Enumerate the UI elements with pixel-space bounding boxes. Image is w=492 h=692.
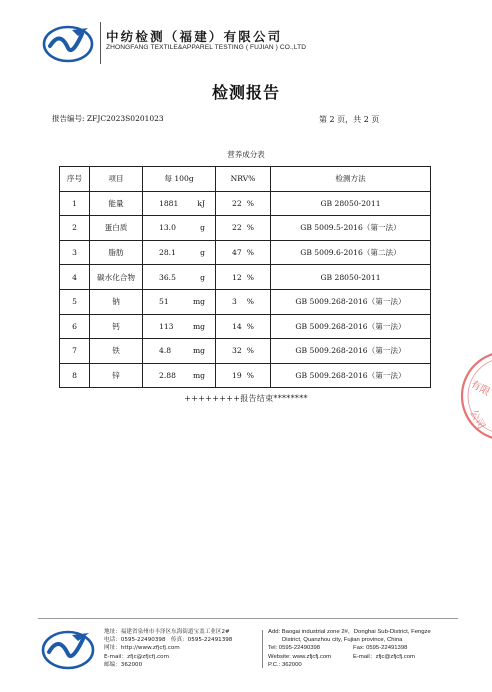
footer-website-cn[interactable]: 网址：http://www.zfjcfj.com bbox=[104, 645, 180, 652]
amount-value: 28.1 bbox=[159, 248, 176, 258]
footer-tel-fax-en bbox=[268, 644, 431, 652]
row-amount bbox=[143, 216, 216, 241]
document-title: 检测报告 bbox=[211, 83, 280, 102]
nutrition-table bbox=[59, 166, 431, 388]
row-amount bbox=[143, 191, 216, 216]
nrv-value: 3 bbox=[232, 297, 237, 307]
amount-value: 4.8 bbox=[159, 346, 172, 356]
svg-text:公司: 公司 bbox=[467, 408, 487, 432]
row-amount bbox=[143, 265, 216, 290]
amount-value: 51 bbox=[159, 297, 169, 307]
nrv-value: 32 bbox=[232, 346, 242, 356]
nrv-value: 47 bbox=[232, 248, 242, 258]
amount-unit: mg bbox=[192, 346, 205, 356]
amount-unit: kJ bbox=[197, 198, 205, 208]
nrv-value: 22 bbox=[232, 223, 242, 233]
row-item: 钙 bbox=[90, 314, 143, 339]
row-index: 3 bbox=[60, 240, 90, 265]
footer-tel-en: Tel: 0595-22490398 bbox=[268, 645, 321, 652]
row-nrv bbox=[216, 314, 271, 339]
row-item: 蛋白质 bbox=[90, 216, 143, 241]
nrv-unit: % bbox=[246, 272, 254, 282]
footer-email-cn[interactable]: E-mail：zfjc@zfjcfj.com bbox=[104, 653, 170, 660]
row-nrv bbox=[216, 240, 271, 265]
nrv-unit: % bbox=[246, 321, 254, 331]
header-nrv: NRV% bbox=[216, 167, 271, 192]
row-method: GB 5009.268-2016（第一法） bbox=[271, 363, 431, 388]
row-item: 铁 bbox=[90, 339, 143, 364]
footer-fax-en: Fax: 0595-22491398 bbox=[353, 645, 408, 652]
nrv-unit: % bbox=[246, 248, 254, 258]
header-method: 检测方法 bbox=[271, 167, 431, 192]
row-item: 碳水化合物 bbox=[90, 265, 143, 290]
footer-phone-cn: 电话：0595-22490398 bbox=[104, 637, 166, 644]
amount-value: 13.0 bbox=[159, 223, 176, 233]
table-row bbox=[60, 314, 431, 339]
row-nrv bbox=[216, 363, 271, 388]
amount-unit: mg bbox=[192, 371, 205, 381]
nrv-value: 12 bbox=[232, 272, 242, 282]
footer-postcode-cn: 邮编：362000 bbox=[104, 661, 143, 668]
row-nrv bbox=[216, 191, 271, 216]
header-item: 项目 bbox=[90, 167, 143, 192]
row-item: 脂肪 bbox=[90, 240, 143, 265]
row-index: 7 bbox=[60, 339, 90, 364]
footer-contact-cn bbox=[104, 628, 232, 669]
row-nrv bbox=[216, 289, 271, 314]
row-index: 2 bbox=[60, 216, 90, 241]
row-index: 6 bbox=[60, 314, 90, 339]
report-number: 报告编号: ZFJC2023S0201023 bbox=[52, 114, 164, 123]
table-row bbox=[60, 240, 431, 265]
nrv-value: 14 bbox=[232, 321, 242, 331]
row-method: GB 5009.5-2016（第一法） bbox=[271, 216, 431, 241]
amount-unit: g bbox=[200, 272, 205, 282]
nrv-value: 22 bbox=[232, 198, 242, 208]
row-index: 1 bbox=[60, 191, 90, 216]
footer-address-cn: 地址：福建省泉州市丰泽区东海街道宝盖工业区2# bbox=[104, 629, 230, 635]
table-row bbox=[60, 339, 431, 364]
table-header-row bbox=[60, 167, 431, 192]
header-per-100g: 每 100g bbox=[143, 167, 216, 192]
row-item: 能量 bbox=[90, 191, 143, 216]
row-nrv bbox=[216, 339, 271, 364]
nrv-unit: % bbox=[246, 346, 254, 356]
table-row bbox=[60, 265, 431, 290]
row-method: GB 5009.268-2016（第一法） bbox=[271, 314, 431, 339]
footer-divider-line bbox=[38, 618, 458, 619]
footer-phone-fax-cn bbox=[104, 636, 232, 644]
row-nrv bbox=[216, 216, 271, 241]
nrv-value: 19 bbox=[232, 371, 242, 381]
row-amount bbox=[143, 339, 216, 364]
company-name-en: ZHONGFANG TEXTILE&APPAREL TESTING ( FUJIAN ) CO.,LTD bbox=[106, 44, 307, 51]
svg-text:有限: 有限 bbox=[468, 378, 492, 399]
company-name-cn: 中纺检测（福建）有限公司 bbox=[106, 29, 283, 44]
amount-value: 2.88 bbox=[159, 371, 176, 381]
footer-email-en[interactable]: E-mail：zfjc@zfjcfj.com bbox=[353, 653, 415, 660]
row-amount bbox=[143, 289, 216, 314]
table-title: 营养成分表 bbox=[227, 150, 265, 159]
header-index: 序号 bbox=[60, 167, 90, 192]
footer-postcode-en: P.C.: 362000 bbox=[268, 661, 302, 668]
nrv-unit: % bbox=[246, 198, 254, 208]
footer-logo-icon bbox=[40, 628, 96, 672]
amount-unit: g bbox=[200, 223, 205, 233]
footer-fax-cn: 传真：0595-22491398 bbox=[170, 637, 233, 644]
header-divider bbox=[100, 22, 101, 64]
row-index: 5 bbox=[60, 289, 90, 314]
row-method: GB 28050-2011 bbox=[271, 191, 431, 216]
footer-address-en-2: District, Quanzhou city, Fujian province, China bbox=[282, 637, 403, 644]
report-header bbox=[0, 0, 492, 70]
footer-web-email-en bbox=[268, 653, 431, 661]
table-row bbox=[60, 191, 431, 216]
row-item: 锌 bbox=[90, 363, 143, 388]
amount-unit: mg bbox=[192, 321, 205, 331]
table-row bbox=[60, 216, 431, 241]
footer-column-divider bbox=[262, 630, 263, 668]
row-index: 4 bbox=[60, 265, 90, 290]
nrv-unit: % bbox=[246, 297, 254, 307]
nrv-unit: % bbox=[246, 223, 254, 233]
table-row bbox=[60, 363, 431, 388]
row-amount bbox=[143, 240, 216, 265]
row-method: GB 5009.268-2016（第一法） bbox=[271, 289, 431, 314]
row-nrv bbox=[216, 265, 271, 290]
row-amount bbox=[143, 363, 216, 388]
row-index: 8 bbox=[60, 363, 90, 388]
amount-unit: mg bbox=[192, 297, 205, 307]
row-method: GB 5009.6-2016（第二法） bbox=[271, 240, 431, 265]
amount-value: 36.5 bbox=[159, 272, 176, 282]
page-indicator: 第 2 页，共 2 页 bbox=[319, 115, 380, 124]
amount-value: 1881 bbox=[159, 198, 179, 208]
footer-contact-en bbox=[268, 628, 431, 669]
row-method: GB 5009.268-2016（第一法） bbox=[271, 339, 431, 364]
amount-unit: g bbox=[200, 248, 205, 258]
footer-address-en-1: Add: Baogai industrial zone 2#，Donghai Sub-District, Fengze bbox=[268, 629, 431, 635]
row-item: 钠 bbox=[90, 289, 143, 314]
row-amount bbox=[143, 314, 216, 339]
report-end-mark: ++++++++报告结束******** bbox=[184, 394, 308, 403]
nrv-unit: % bbox=[246, 371, 254, 381]
footer-website-en[interactable]: Website: www.zfjcfj.com bbox=[268, 653, 332, 660]
company-seal-icon bbox=[448, 346, 492, 446]
row-method: GB 28050-2011 bbox=[271, 265, 431, 290]
table-row bbox=[60, 289, 431, 314]
zhongfang-logo-icon bbox=[42, 24, 94, 64]
amount-value: 113 bbox=[159, 321, 174, 331]
